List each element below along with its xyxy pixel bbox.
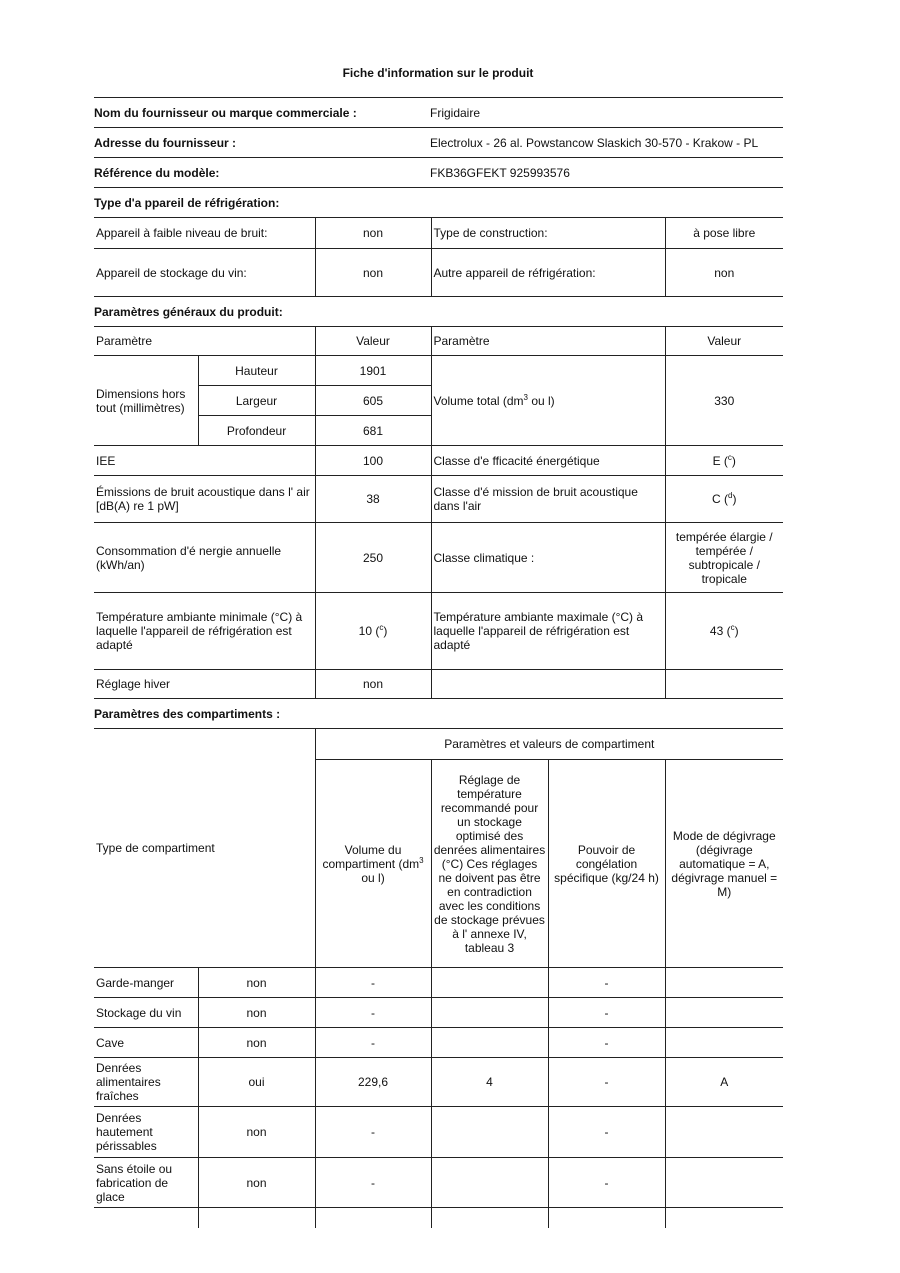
compartment-name: Stockage du vin bbox=[94, 998, 198, 1028]
compartments-table bbox=[94, 728, 783, 1228]
type-table bbox=[94, 217, 783, 297]
table-row bbox=[94, 968, 783, 998]
winter-label: Réglage hiver bbox=[94, 670, 315, 699]
compartment-temp bbox=[431, 1107, 548, 1158]
compartment-defrost bbox=[665, 968, 783, 998]
defrost-header: Mode de dégivrage (dégivrage automatique = A, dégivrage manuel = M) bbox=[665, 760, 783, 968]
compartment-volume: 229,6 bbox=[315, 1058, 431, 1107]
compartment-temp bbox=[431, 968, 548, 998]
general-table bbox=[94, 326, 783, 699]
product-sheet bbox=[94, 97, 783, 1228]
min-temp-value: 10 ($^c$) bbox=[315, 593, 431, 670]
compartment-defrost bbox=[665, 998, 783, 1028]
temperature-header: Réglage de température recommandé pour un stockage optimisé des denrées alimentaires (°C) Ces réglages ne doivent pas être en contradiction avec les conditions de stockage prévues à l' annexe IV, tableau 3 bbox=[431, 760, 548, 968]
iee-label: IEE bbox=[94, 446, 315, 476]
supplier-address-label: Adresse du fournisseur : bbox=[94, 135, 237, 150]
max-temp-value: 43 ($^c$) bbox=[709, 623, 739, 638]
height-value: 1901 bbox=[315, 356, 431, 386]
supplier-name-value: Frigidaire bbox=[430, 105, 481, 120]
compartment-group-header: Paramètres et valeurs de compartiment bbox=[444, 737, 655, 751]
iee-value: 100 bbox=[315, 446, 431, 476]
depth-label: Profondeur bbox=[198, 416, 315, 446]
table-row bbox=[94, 1107, 783, 1158]
height-label: Hauteur bbox=[198, 356, 315, 386]
compartment-name: Cave bbox=[94, 1028, 198, 1058]
dimensions-label: Dimensions hors tout (millimètres) bbox=[94, 356, 198, 446]
construction-value: à pose libre bbox=[693, 226, 756, 240]
freezing-header: Pouvoir de congélation spécifique (kg/24 h) bbox=[548, 760, 665, 968]
max-temp-label: Température ambiante maximale (°C) à laquelle l'appareil de réfrigération est adapté bbox=[431, 593, 665, 670]
table-row bbox=[94, 1028, 783, 1058]
compartment-name: Sans étoile ou fabrication de glace bbox=[94, 1158, 198, 1208]
compartment-freeze: - bbox=[548, 968, 665, 998]
col-param2-header: Paramètre bbox=[431, 327, 665, 356]
compartments-heading: Paramètres des compartiments : bbox=[94, 706, 281, 721]
compartment-defrost bbox=[665, 1158, 783, 1208]
volume-header: Volume du compartiment ($dm^3$ ou l) bbox=[315, 760, 431, 968]
climate-value: tempérée élargie / tempérée / subtropicale / tropicale bbox=[675, 529, 773, 586]
type-heading: Type d'a ppareil de réfrigération: bbox=[94, 195, 280, 210]
compartment-present: non bbox=[198, 968, 315, 998]
model-label: Référence du modèle: bbox=[94, 165, 220, 180]
compartment-type-header: Type de compartiment bbox=[94, 729, 315, 968]
compartment-temp bbox=[431, 998, 548, 1028]
other-appliance-label: Autre appareil de réfrigération: bbox=[431, 249, 665, 297]
compartment-name: Denrées alimentaires fraîches bbox=[94, 1058, 198, 1107]
other-appliance-value: non bbox=[714, 265, 735, 280]
compartment-freeze: - bbox=[548, 1158, 665, 1208]
model-value: FKB36GFEKT 925993576 bbox=[430, 165, 570, 180]
compartment-name: Garde-manger bbox=[94, 968, 198, 998]
compartment-volume: - bbox=[315, 998, 431, 1028]
table-row bbox=[94, 998, 783, 1028]
compartment-temp bbox=[431, 1158, 548, 1208]
noise-value: 38 bbox=[315, 476, 431, 523]
compartment-volume: - bbox=[315, 968, 431, 998]
compartment-present: non bbox=[198, 1158, 315, 1208]
compartment-temp bbox=[431, 1028, 548, 1058]
col-value-header: Valeur bbox=[315, 327, 431, 356]
col-param-header: Paramètre bbox=[94, 327, 315, 356]
compartment-defrost bbox=[665, 1028, 783, 1058]
compartment-present: oui bbox=[198, 1058, 315, 1107]
noise-label: Émissions de bruit acoustique dans l' air [dB(A) re 1 pW] bbox=[94, 476, 315, 523]
supplier-address-value: Electrolux - 26 al. Powstancow Slaskich 30-570 - Krakow - PL bbox=[430, 135, 759, 150]
width-value: 605 bbox=[315, 386, 431, 416]
compartment-freeze: - bbox=[548, 1058, 665, 1107]
supplier-name-row bbox=[94, 98, 783, 127]
volume-label: Volume total ($dm^3$ ou l) bbox=[431, 356, 665, 446]
page-title: Fiche d'information sur le produit bbox=[342, 66, 534, 80]
compartment-freeze: - bbox=[548, 1107, 665, 1158]
supplier-name-label: Nom du fournisseur ou marque commerciale : bbox=[94, 105, 357, 120]
compartment-present: non bbox=[198, 998, 315, 1028]
compartment-present: non bbox=[198, 1028, 315, 1058]
climate-label: Classe climatique : bbox=[431, 523, 665, 593]
compartment-name: Denrées hautement périssables bbox=[94, 1107, 198, 1158]
winter-value: non bbox=[315, 670, 431, 699]
wine-appliance-value: non bbox=[315, 249, 431, 297]
table-row bbox=[94, 1158, 783, 1208]
compartment-freeze: - bbox=[548, 1028, 665, 1058]
col-value2-header: Valeur bbox=[707, 334, 742, 348]
model-row bbox=[94, 158, 783, 187]
volume-value: 330 bbox=[714, 393, 735, 408]
low-noise-value: non bbox=[315, 218, 431, 249]
min-temp-label: Température ambiante minimale (°C) à laquelle l'appareil de réfrigération est adapté bbox=[94, 593, 315, 670]
energy-class-label: Classe d'e fficacité énergétique bbox=[431, 446, 665, 476]
compartment-volume: - bbox=[315, 1158, 431, 1208]
consumption-value: 250 bbox=[315, 523, 431, 593]
energy-class-value: E ($^c$) bbox=[712, 452, 736, 468]
table-row bbox=[94, 1058, 783, 1107]
construction-label: Type de construction: bbox=[431, 218, 665, 249]
compartment-volume: - bbox=[315, 1028, 431, 1058]
compartment-freeze: - bbox=[548, 998, 665, 1028]
general-heading: Paramètres généraux du produit: bbox=[94, 304, 283, 319]
depth-value: 681 bbox=[315, 416, 431, 446]
compartment-present: non bbox=[198, 1107, 315, 1158]
noise-class-value: C ($^d$) bbox=[712, 491, 737, 506]
compartment-volume: - bbox=[315, 1107, 431, 1158]
compartment-temp: 4 bbox=[431, 1058, 548, 1107]
compartment-defrost bbox=[665, 1107, 783, 1158]
consumption-label: Consommation d'é nergie annuelle (kWh/an) bbox=[94, 523, 315, 593]
compartment-defrost: A bbox=[720, 1075, 729, 1089]
low-noise-label: Appareil à faible niveau de bruit: bbox=[94, 218, 315, 249]
noise-class-label: Classe d'é mission de bruit acoustique dans l'air bbox=[431, 476, 665, 523]
supplier-address-row bbox=[94, 128, 783, 157]
width-label: Largeur bbox=[198, 386, 315, 416]
wine-appliance-label: Appareil de stockage du vin: bbox=[94, 249, 315, 297]
